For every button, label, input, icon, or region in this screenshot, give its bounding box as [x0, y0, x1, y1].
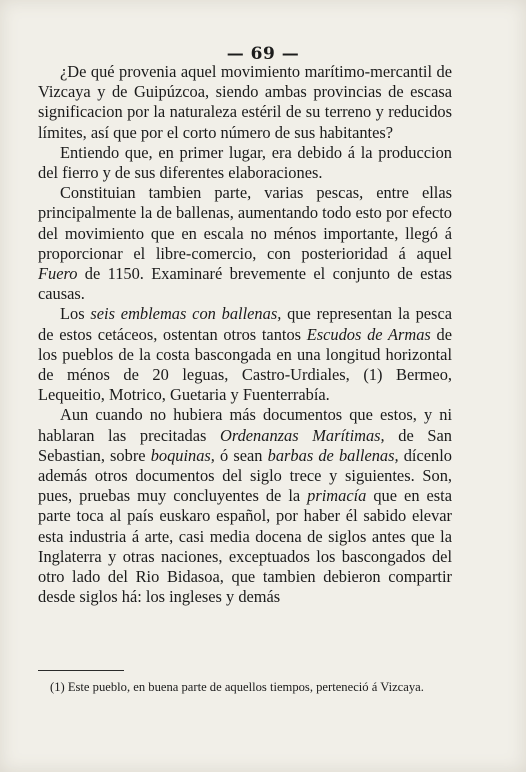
paragraph-text: ó sean	[214, 445, 268, 465]
italic-term: primacía	[307, 486, 367, 506]
italic-term: barbas de ballenas,	[267, 445, 399, 465]
paragraph	[38, 183, 452, 304]
paragraph-text: de 1150. Examinaré brevemente el conjunto de estas causas.	[38, 264, 452, 304]
paragraph-text: que en esta parte toca al país euskaro español, por haber él sabido elevar esta industria á arte, casi media docena de siglos antes que la Inglaterra y otras naciones, exceptuados los bascongados del otro lado del Rio Bidasoa, que tambien debieron compartir desde siglos há: los ingleses y demás	[38, 486, 452, 607]
italic-term: seis emblemas con ballenas,	[90, 304, 282, 324]
italic-term: Fuero	[38, 264, 78, 284]
paragraph	[38, 62, 452, 143]
paragraph-text: Constituian tambien parte, varias pescas, entre ellas principalmente la de ballenas, aumentando todo esto por efecto del movimiento que en escala no ménos importante, llegó á proporcionar el libre-comercio, con posterioridad á aquel	[38, 183, 452, 263]
paragraph-text: ¿De qué provenia aquel movimiento marítimo-mercantil de Vizcaya y de Guipúzcoa, siendo ambas provincias de escasa significacion por la naturaleza estéril de su terreno y reducidos límites, así que por el corto número de sus habitantes?	[38, 62, 452, 142]
page-number: — 69 —	[226, 44, 300, 64]
paragraph-text: de San Sebastian, sobre	[38, 425, 452, 465]
paragraph	[38, 143, 452, 183]
paragraph-text: Aun cuando no hubiera más documentos que estos, y ni hablaran las precitadas	[38, 405, 452, 445]
paragraph	[38, 304, 452, 405]
paragraph-text: de los pueblos de la costa bascongada en una longitud horizontal de ménos de 20 leguas, Castro-Urdiales, (1) Bermeo, Lequeitio, Motrico, Guetaria y Fuenterrabía.	[38, 324, 452, 405]
italic-term: Escudos de Armas	[306, 324, 431, 344]
paragraph-text: dícenlo además otros documentos del siglo trece y siguientes. Son, pues, pruebas muy concluyentes de la	[38, 445, 452, 506]
paragraph-text: Entiendo que, en primer lugar, era debido á la produccion del fierro y de sus diferentes elaboraciones.	[38, 142, 452, 183]
paragraph-text: que representan la pesca de estos cetáceos, ostentan otros tantos	[38, 304, 452, 344]
paragraph	[38, 405, 452, 607]
footnote: (1) Este pueblo, en buena parte de aquellos tiempos, perteneció á Vizcaya.	[50, 680, 424, 694]
italic-term: Ordenanzas Marítimas,	[219, 425, 385, 445]
paragraph-text: Los	[60, 304, 91, 324]
body-text	[38, 62, 452, 607]
footnote-divider	[38, 670, 124, 671]
italic-term: boquinas,	[150, 445, 215, 465]
